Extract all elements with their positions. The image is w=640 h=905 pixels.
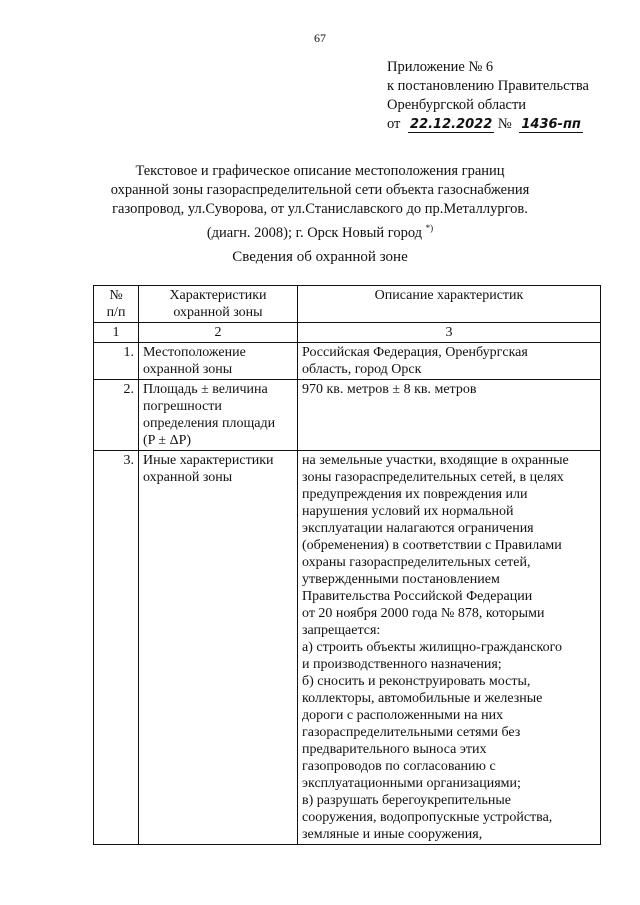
appendix-block [387,58,589,134]
index-cell: 2 [139,323,298,343]
description-line: от 20 ноября 2000 года № 878, которыми [302,606,545,621]
description-line: эксплуатационными организациями; [302,776,521,791]
title-line-text: (диагн. 2008); г. Орск Новый город [206,224,423,241]
header-char-line-2: охранной зоны [173,305,263,320]
table-row [94,343,601,380]
title-line: Текстовое и графическое описание местоположения границ [135,163,505,179]
characteristic-line: определения площади [143,416,276,431]
description-line: Правительства Российской Федерации [302,589,533,604]
description-line: газопроводов по согласованию с [302,759,496,774]
handwritten-number: 1436-пп [521,117,581,132]
description-line: газораспределительными сетями без [302,725,521,740]
index-cell: 1 [94,323,139,343]
description-line: 970 кв. метров ± 8 кв. метров [302,382,477,397]
characteristic-line: Площадь ± величина [143,382,268,397]
header-characteristic [139,286,298,323]
table-header-row [94,286,601,323]
characteristic-cell [139,380,298,451]
page-number: 67 [314,31,326,45]
row-number-cell: 3. [94,451,139,845]
description-cell [298,380,601,451]
header-description [298,286,601,323]
characteristic-line: погрешности [143,399,222,414]
description-line: эксплуатации налагаются ограничения [302,521,534,536]
title-line: газопровод, ул.Суворова, от ул.Станиславского до пр.Металлургов. [112,201,528,217]
characteristic-line: Иные характеристики [143,453,274,468]
row-number-cell: 1. [94,343,139,380]
table-index-row [94,323,601,343]
description-line: Российская Федерация, Оренбургская [302,345,528,360]
characteristic-cell [139,451,298,845]
description-line: область, город Орск [302,362,422,377]
description-line: предупреждения их повреждения или [302,487,528,502]
title-line [100,219,540,243]
table-row [94,380,601,451]
description-line: а) строить объекты жилищно-гражданского [302,640,562,655]
appendix-line-3: Оренбургской области [387,97,527,113]
characteristic-line: охранной зоны [143,362,233,377]
description-line: нарушения условий их нормальной [302,504,514,519]
description-cell [298,451,601,845]
header-num [94,286,139,323]
characteristic-line: охранной зоны [143,470,233,485]
appendix-date-line [387,115,589,134]
description-line: запрещается: [302,623,381,638]
characteristic-cell [139,343,298,380]
description-line: в) разрушать берегоукрепительные [302,793,512,808]
description-line: (обременения) в соответствии с Правилами [302,538,562,553]
appendix-line-2: к постановлению Правительства [387,78,589,94]
title-line: охранной зоны газораспределительной сети объекта газоснабжения [110,182,530,198]
handwritten-date: 22.12.2022 [410,117,493,132]
header-num-line-2: п/п [106,305,126,320]
description-line: предварительного выноса этих [302,742,487,757]
zone-info-table [93,285,601,845]
index-cell: 3 [298,323,601,343]
description-line: б) сносить и реконструировать мосты, [302,674,531,689]
appendix-title: Приложение № 6 [387,59,494,75]
description-line: на земельные участки, входящие в охранные [302,453,569,468]
from-label: от [387,116,401,132]
section-title: Сведения об охранной зоне [232,249,408,265]
number-label: № [497,116,512,132]
characteristic-line: Местоположение [143,345,246,360]
description-line: и производственного назначения; [302,657,502,672]
description-line: охраны газораспределительных сетей, [302,555,531,570]
footnote-mark: *) [425,223,434,233]
description-line: дороги с расположенными на них [302,708,504,723]
characteristic-line: (P ± ΔP) [143,433,192,448]
header-char-line-1: Характеристики [169,288,267,303]
description-line: зоны газораспределительных сетей, в целях [302,470,564,485]
document-title [100,162,540,243]
description-cell [298,343,601,380]
description-line: коллекторы, автомобильные и железные [302,691,543,706]
header-desc-text: Описание характеристик [374,288,524,303]
header-num-line-1: № [109,288,123,303]
description-line: утвержденными постановлением [302,572,500,587]
row-number-cell: 2. [94,380,139,451]
table-row [94,451,601,845]
description-line: сооружения, водопропускные устройства, [302,810,553,825]
description-line: земляные и иные сооружения, [302,827,483,842]
